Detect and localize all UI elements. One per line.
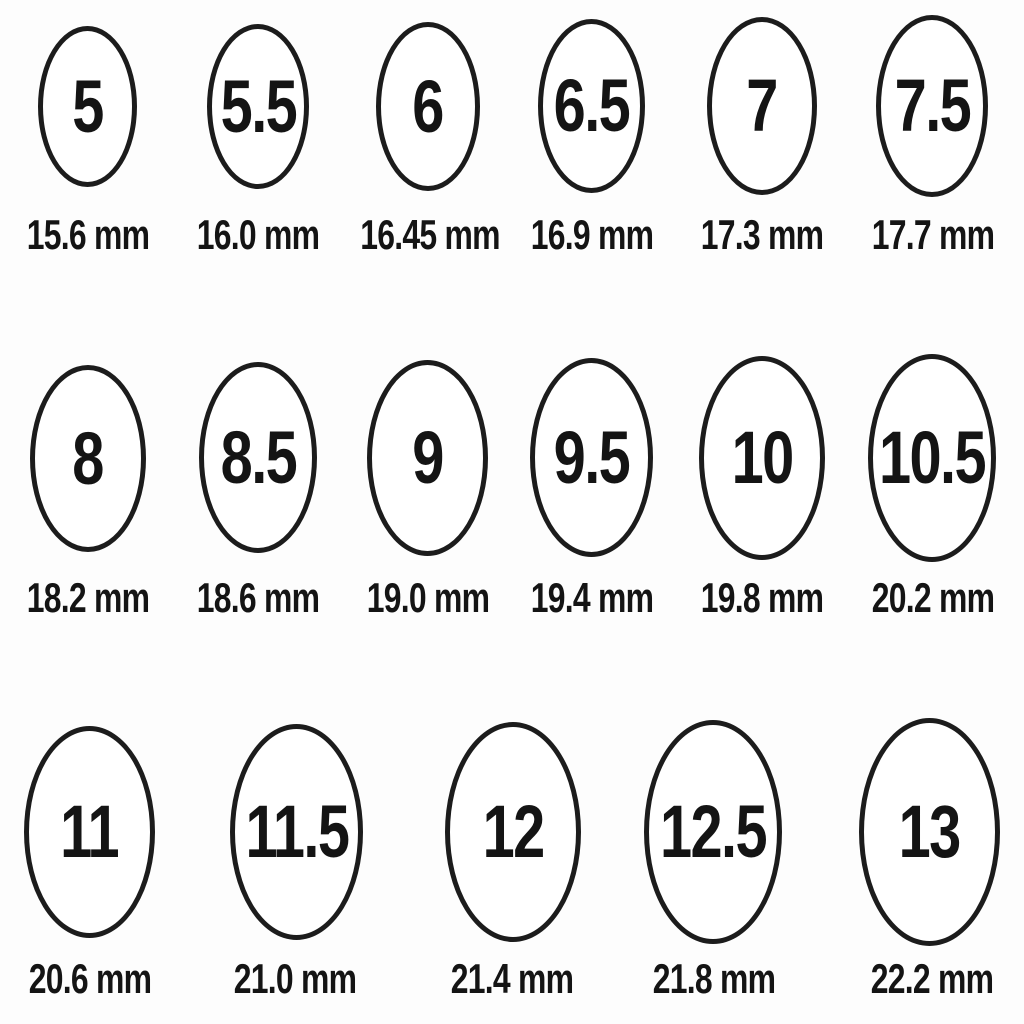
ring-circle-8_5 bbox=[199, 362, 317, 553]
ring-diameter-label: 20.2 mm bbox=[871, 574, 995, 621]
ring-diameter-label: 18.6 mm bbox=[196, 574, 320, 621]
ring-size-number: 12.5 bbox=[659, 790, 767, 873]
ring-size-number: 8 bbox=[72, 416, 104, 500]
ring-size-number: 11.5 bbox=[245, 790, 348, 873]
ring-diameter-label: 17.3 mm bbox=[700, 211, 824, 258]
ring-size-number: 12 bbox=[482, 790, 544, 873]
ring-circle-11_5 bbox=[230, 724, 363, 940]
ring-circle-8 bbox=[30, 365, 146, 552]
ring-diameter-label: 16.45 mm bbox=[360, 211, 500, 258]
ring-size-number: 6 bbox=[412, 64, 444, 148]
ring-diameter-label: 15.6 mm bbox=[26, 211, 150, 258]
ring-circle-6 bbox=[376, 22, 480, 191]
ring-size-number: 7 bbox=[746, 64, 778, 147]
ring-circle-10 bbox=[699, 356, 825, 560]
ring-size-number: 13 bbox=[898, 790, 961, 873]
ring-size-number: 10.5 bbox=[878, 416, 986, 499]
ring-size-number: 10 bbox=[731, 416, 793, 499]
ring-circle-10_5 bbox=[868, 354, 996, 562]
ring-circle-11 bbox=[24, 726, 155, 938]
ring-circle-12_5 bbox=[644, 720, 782, 944]
ring-circle-9 bbox=[367, 360, 488, 556]
ring-diameter-label: 17.7 mm bbox=[871, 211, 995, 258]
ring-size-number: 9 bbox=[412, 416, 443, 499]
ring-size-number: 7.5 bbox=[894, 64, 970, 147]
ring-diameter-label: 18.2 mm bbox=[26, 574, 150, 621]
ring-diameter-label: 21.8 mm bbox=[652, 955, 776, 1002]
ring-circle-7_5 bbox=[876, 15, 988, 197]
ring-diameter-label: 20.6 mm bbox=[28, 955, 152, 1002]
ring-circle-5 bbox=[38, 26, 137, 187]
ring-size-number: 11 bbox=[60, 790, 119, 873]
ring-diameter-label: 21.0 mm bbox=[233, 955, 357, 1002]
ring-circle-13 bbox=[859, 718, 1000, 946]
ring-size-number: 5 bbox=[72, 64, 103, 148]
ring-circle-7 bbox=[707, 17, 817, 195]
ring-diameter-label: 21.4 mm bbox=[450, 955, 574, 1002]
ring-diameter-label: 19.4 mm bbox=[530, 574, 654, 621]
ring-circle-6_5 bbox=[538, 19, 645, 193]
ring-circle-9_5 bbox=[530, 358, 653, 557]
ring-size-number: 8.5 bbox=[220, 415, 296, 499]
ring-diameter-label: 16.0 mm bbox=[196, 211, 320, 258]
ring-circle-12 bbox=[445, 722, 581, 942]
ring-size-number: 5.5 bbox=[220, 64, 296, 148]
ring-size-number: 6.5 bbox=[553, 64, 630, 147]
ring-diameter-label: 16.9 mm bbox=[530, 211, 654, 258]
ring-circle-5_5 bbox=[207, 24, 309, 189]
ring-size-number: 9.5 bbox=[553, 415, 630, 499]
ring-diameter-label: 19.8 mm bbox=[700, 574, 824, 621]
ring-diameter-label: 19.0 mm bbox=[366, 574, 490, 621]
ring-diameter-label: 22.2 mm bbox=[870, 955, 994, 1002]
